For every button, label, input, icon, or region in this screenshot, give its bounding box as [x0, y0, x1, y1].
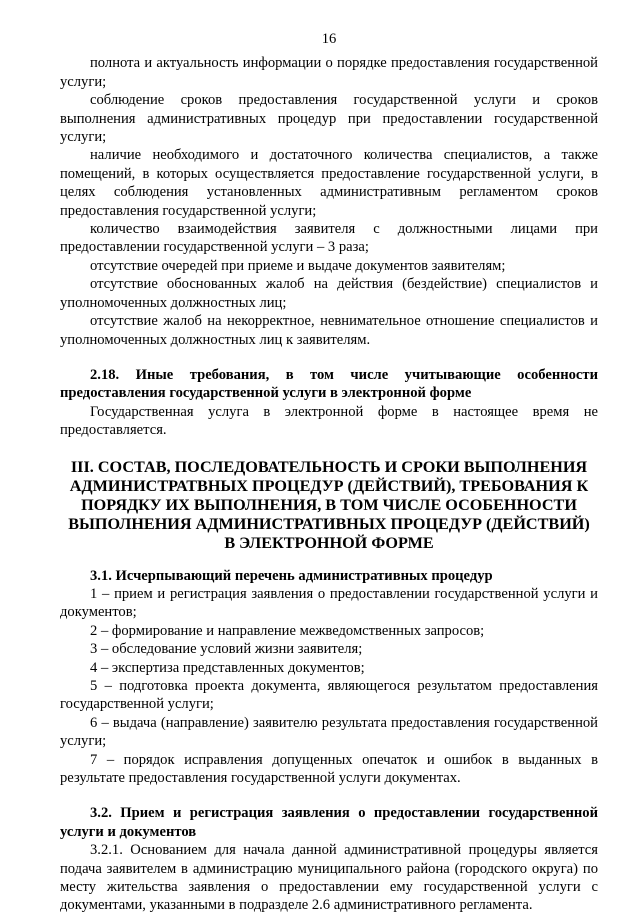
page-number: 16	[321, 31, 337, 47]
procedure-item: 2 – формирование и направление межведомственных запросов;	[90, 622, 485, 639]
list-item: наличие необходимого и достаточного количества специалистов, а также помещений, в которых осуществляется предоставление государственной услуги, в целях соблюдения установленных административным регламентом сроков предоставления государственной услуги;	[60, 147, 598, 219]
section-32-text: 3.2.1. Основанием для начала данной административной процедуры является подача заявителем в администрацию муниципального района (городского округа) по месту жительства заявления о предоставлении ему государственной услуги с документами, указанными в подразделе 2.6 административного регламента.	[60, 842, 598, 914]
section-31-heading: 3.1. Исчерпывающий перечень административных процедур	[90, 567, 493, 584]
section-218-heading: 2.18. Иные требования, в том числе учитывающие особенности предоставления государственной услуги в электронной форме	[60, 366, 598, 402]
list-item: отсутствие жалоб на некорректное, невнимательное отношение специалистов и уполномоченных должностных лиц к заявителям.	[60, 313, 598, 348]
section-32-heading: 3.2. Прием и регистрация заявления о предоставлении государственной услуги и документов	[60, 805, 598, 840]
procedure-item: 4 – экспертиза представленных документов;	[90, 659, 365, 676]
procedure-item: 5 – подготовка проекта документа, являющегося результатом предоставления государственной услуги;	[60, 677, 598, 713]
procedure-item: 3 – обследование условий жизни заявителя;	[90, 641, 363, 658]
list-item: полнота и актуальность информации о порядке предоставления государственной услуги;	[60, 55, 598, 90]
list-item: соблюдение сроков предоставления государственной услуги и сроков выполнения административных процедур при предоставлении государственной услуги;	[60, 92, 598, 146]
procedure-item: 7 – порядок исправления допущенных опечаток и ошибок в выданных в результате предоставления государственной услуги документах.	[60, 751, 598, 786]
section-3-title: III. СОСТАВ, ПОСЛЕДОВАТЕЛЬНОСТЬ И СРОКИ ВЫПОЛНЕНИЯ АДМИНИСТРАТВНЫХ ПРОЦЕДУР (ДЕЙСТВИЙ), ТРЕБОВАНИЯ К ПОРЯДКУ ИХ ВЫПОЛНЕНИЯ, В ТОМ ЧИСЛЕ ОСОБЕННОСТИ ВЫПОЛНЕНИЯ АДМИНИСТРАТИВНЫХ ПРОЦЕДУР (ДЕЙСТВИЙ) В ЭЛЕКТРОННОЙ ФОРМЕ	[68, 457, 590, 552]
procedure-item: 1 – прием и регистрация заявления о предоставлении государственной услуги и документов;	[60, 585, 598, 621]
list-item: отсутствие обоснованных жалоб на действия (бездействие) специалистов и уполномоченных должностных лиц;	[60, 276, 598, 311]
section-218-text: Государственная услуга в электронной форме в настоящее время не предоставляется.	[60, 403, 598, 439]
list-item: количество взаимодействия заявителя с должностными лицами при предоставлении государственной услуги – 3 раза;	[60, 221, 598, 256]
list-item: отсутствие очередей при приеме и выдаче документов заявителям;	[90, 257, 506, 274]
procedure-item: 6 – выдача (направление) заявителю результата предоставления государственной услуги;	[60, 714, 598, 750]
document-page	[60, 30, 598, 915]
